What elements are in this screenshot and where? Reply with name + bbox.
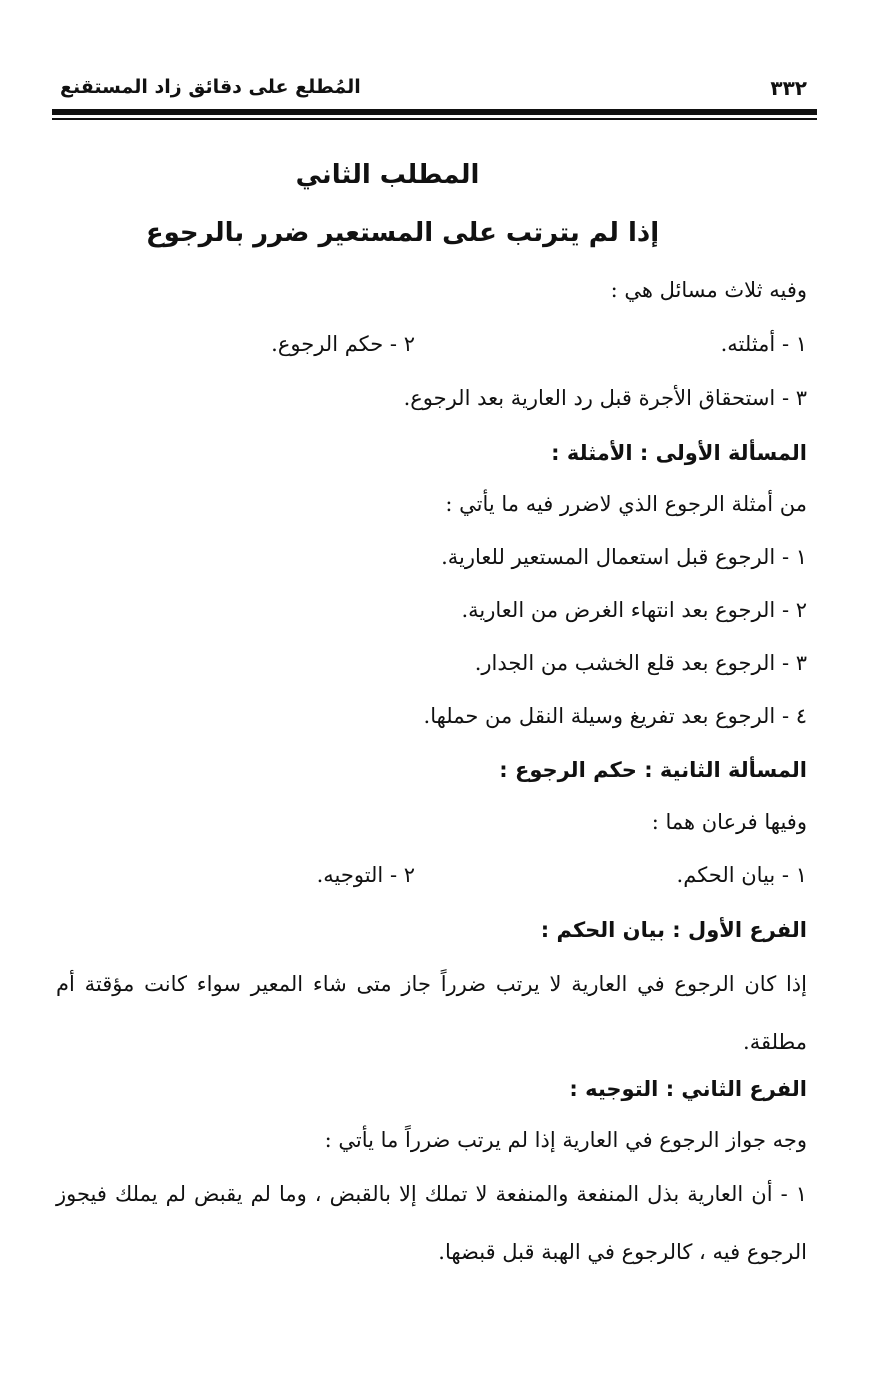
issue-list-item-3: ٣ - استحقاق الأجرة قبل رد العارية بعد الرجوع. (403, 386, 807, 410)
header-rule-thick (52, 109, 817, 115)
running-header-title: المُطلع على دقائق زاد المستقنع (60, 76, 361, 98)
page-number: ٣٣٢ (770, 76, 807, 100)
branch-list-item-2: ٢ - التوجيه. (316, 863, 415, 887)
issue1-intro: من أمثلة الرجوع الذي لاضرر فيه ما يأتي : (445, 492, 807, 516)
branch2-intro: وجه جواز الرجوع في العارية إذا لم يرتب ضرراً ما يأتي : (324, 1128, 807, 1152)
branch2-heading: الفرع الثاني : التوجيه : (569, 1077, 807, 1101)
example-item-3: ٣ - الرجوع بعد قلع الخشب من الجدار. (474, 651, 807, 675)
example-item-4: ٤ - الرجوع بعد تفريغ وسيلة النقل من حملها. (423, 704, 807, 728)
section-heading: المطلب الثاني (295, 160, 480, 190)
issue-list-item-2: ٢ - حكم الرجوع. (271, 332, 415, 356)
header-rule-thin (52, 118, 817, 120)
branch1-paragraph: إذا كان الرجوع في العارية لا يرتب ضرراً جاز متى شاء المعير سواء كانت مؤقتة أم مطلقة. (56, 972, 807, 1054)
example-item-1: ١ - الرجوع قبل استعمال المستعير للعارية. (441, 545, 807, 569)
example-item-2: ٢ - الرجوع بعد انتهاء الغرض من العارية. (461, 598, 807, 622)
section-subheading: إذا لم يترتب على المستعير ضرر بالرجوع (145, 218, 660, 248)
branch2-paragraph: ١ - أن العارية بذل المنفعة والمنفعة لا تملك إلا بالقبض ، وما لم يقبض لم يملك فيجوز الرجوع فيه ، كالرجوع في الهبة قبل قبضها. (56, 1182, 807, 1264)
issue2-intro: وفيها فرعان هما : (651, 810, 807, 834)
intro-text: وفيه ثلاث مسائل هي : (610, 278, 807, 302)
issue2-heading: المسألة الثانية : حكم الرجوع : (499, 758, 807, 782)
issue-list-item-1: ١ - أمثلته. (720, 332, 807, 356)
branch1-heading: الفرع الأول : بيان الحكم : (540, 918, 807, 942)
branch-list-item-1: ١ - بيان الحكم. (676, 863, 807, 887)
issue1-heading: المسألة الأولى : الأمثلة : (551, 441, 807, 465)
